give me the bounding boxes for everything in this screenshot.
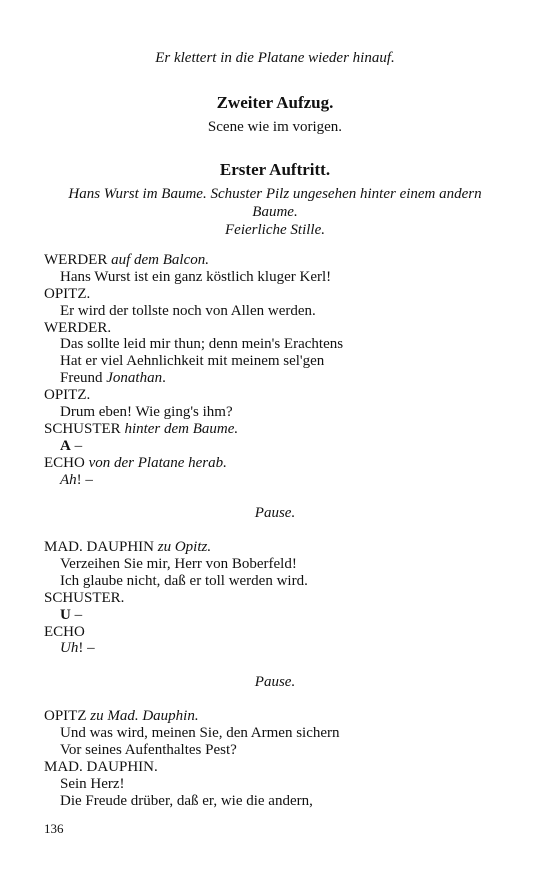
spacer — [44, 691, 514, 708]
speaker-line — [44, 286, 514, 303]
speaker-line — [44, 252, 514, 269]
verse-line: Drum eben! Wie ging's ihm? — [60, 404, 233, 421]
spacer — [44, 488, 514, 505]
verse-line: Hans Wurst ist ein ganz köstlich kluger Kerl! — [60, 268, 332, 285]
speaker-name: ECHO — [44, 623, 85, 640]
speaker-line — [44, 539, 514, 556]
verse-line: Das sollte leid mir thun; denn mein's Erachtens — [60, 336, 344, 353]
speaker-name: MAD. DAUPHIN. — [44, 758, 158, 775]
act-title: Zweiter Aufzug. — [216, 93, 334, 112]
speaker-direction: zu Mad. Dauphin. — [90, 708, 199, 725]
verse-line: Sein Herz! — [60, 775, 125, 792]
speaker-line — [44, 590, 514, 607]
verse-line: Die Freude drüber, daß er, wie die andern, — [60, 792, 313, 809]
speaker-line — [44, 421, 514, 438]
stage-direction — [0, 185, 550, 239]
speaker-name: ECHO — [44, 454, 85, 471]
verse-line — [44, 640, 514, 657]
speaker-line — [44, 759, 514, 776]
spacer — [44, 657, 514, 674]
verse-text: – — [70, 437, 83, 454]
scene-title: Erster Auftritt. — [219, 160, 331, 179]
speaker-line — [44, 387, 514, 404]
speaker-name: MAD. DAUPHIN — [44, 539, 155, 556]
verse-strong: A — [60, 437, 71, 454]
verse-line: Und was wird, meinen Sie, den Armen sichern — [60, 724, 340, 741]
verse-text: Freund — [60, 370, 107, 387]
speaker-line — [44, 320, 514, 337]
speaker-direction: auf dem Balcon. — [111, 252, 209, 268]
page-number: 136 — [44, 821, 64, 836]
speaker-name: WERDER — [44, 252, 108, 268]
speaker-line — [44, 708, 514, 725]
pause-direction: Pause. — [254, 674, 296, 691]
stage-direction-line: Hans Wurst im Baume. Schuster Pilz ungesehen hinter einem andern — [68, 186, 482, 202]
verse-line: Vor seines Aufenthaltes Pest? — [60, 741, 237, 758]
verse-line — [44, 438, 514, 455]
verse-echo: Ah — [60, 471, 77, 488]
verse-line: Er wird der tollste noch von Allen werden. — [60, 302, 316, 319]
verse-strong: U — [60, 606, 71, 623]
pause-direction: Pause. — [254, 505, 296, 522]
verse-line — [44, 370, 514, 387]
stage-direction-line: Baume. — [252, 204, 298, 220]
speaker-direction: zu Opitz. — [157, 539, 212, 556]
verse-line: Hat er viel Aehnlichkeit mit meinem sel'gen — [60, 353, 325, 370]
verse-text: ! – — [78, 640, 95, 657]
verse-line — [44, 607, 514, 624]
speaker-line — [44, 624, 514, 641]
verse-text: – — [70, 606, 83, 623]
scene-note: Scene wie im vorigen. — [207, 119, 343, 135]
speaker-direction: hinter dem Baume. — [124, 420, 239, 437]
spacer — [44, 522, 514, 539]
speaker-name: OPITZ — [44, 708, 87, 725]
verse-text: . — [162, 370, 166, 387]
dialogue — [44, 252, 514, 809]
verse-text: ! – — [76, 471, 93, 488]
speaker-name: OPITZ. — [44, 285, 91, 302]
speaker-name: SCHUSTER. — [44, 589, 125, 606]
verse-line: Ich glaube nicht, daß er toll werden wird. — [60, 572, 308, 589]
verse-line: Verzeihen Sie mir, Herr von Boberfeld! — [60, 556, 297, 573]
verse-line — [44, 472, 514, 489]
speaker-direction: von der Platane herab. — [88, 454, 227, 471]
speaker-name: WERDER. — [44, 319, 112, 336]
speaker-name: OPITZ. — [44, 387, 91, 404]
speaker-line — [44, 455, 514, 472]
verse-echo: Uh — [60, 640, 79, 657]
stage-direction-top: Er klettert in die Platane wieder hinauf. — [155, 50, 395, 66]
verse-name: Jonathan — [106, 370, 163, 387]
speaker-name: SCHUSTER — [44, 420, 121, 437]
stage-direction-line: Feierliche Stille. — [225, 222, 325, 238]
